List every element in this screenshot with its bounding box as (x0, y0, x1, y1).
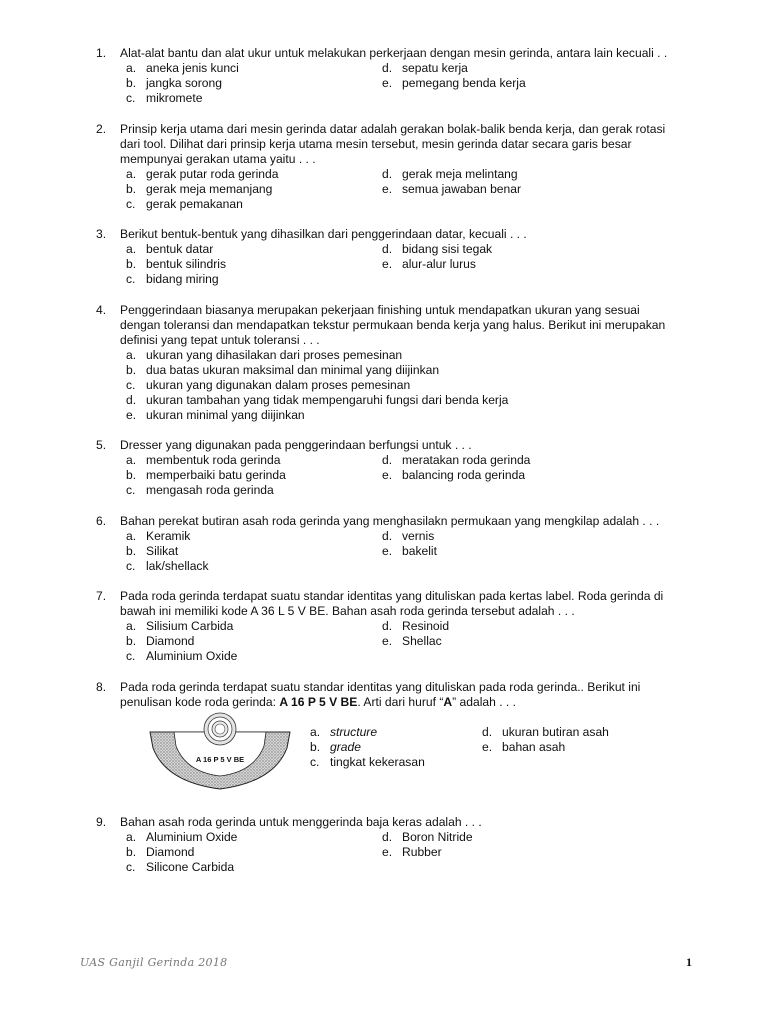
question-stem: Bahan perekat butiran asah roda gerinda yang menghasilakn permukaan yang mengkilap adalah . . . (120, 514, 660, 528)
option-c: c. mikromete (126, 91, 203, 105)
option-c: c. Aluminium Oxide (126, 649, 238, 663)
option-d: d. Resinoid (382, 619, 450, 633)
option-a: a. gerak putar roda gerinda (126, 167, 279, 181)
option-a: a. bentuk datar (126, 242, 214, 256)
option-d: d. ukuran butiran asah (482, 725, 609, 739)
option-e: e. pemegang benda kerja (382, 76, 526, 90)
question-number: 6. (96, 514, 107, 528)
question-number: 4. (96, 303, 107, 317)
question-stem: Penggerindaan biasanya merupakan pekerjaan finishing untuk mendapatkan ukuran yang sesuai dengan toleransi dan mendapatkan tekstur permukaan benda kerja yang halus. Berikut ini merupakan definisi yang tepat untuk toleransi . . . (120, 303, 666, 348)
option-d: d. Boron Nitride (382, 830, 473, 844)
question-number: 9. (96, 815, 107, 829)
option-b: b. Diamond (126, 634, 195, 648)
option-d: d. bidang sisi tegak (382, 242, 493, 256)
option-b: b. memperbaiki batu gerinda (126, 468, 286, 482)
option-e: e. ukuran minimal yang diijinkan (126, 408, 305, 422)
option-a: a. membentuk roda gerinda (126, 453, 281, 467)
option-d: d. gerak meja melintang (382, 167, 518, 181)
question-number: 7. (96, 589, 107, 603)
question-stem: Pada roda gerinda terdapat suatu standar identitas yang dituliskan pada kertas label. Roda gerinda di bawah ini memiliki kode A 36 L 5 V BE. Bahan asah roda gerinda tersebut adalah . . . (120, 589, 664, 619)
question-stem: Prinsip kerja utama dari mesin gerinda datar adalah gerakan bolak-balik benda kerja, dan gerak rotasi dari tool. Dilihat dari prinsip kerja utama mesin tersebut, mesin gerinda datar secara garis besar mempunyai gerakan utama yaitu . . . (120, 122, 666, 167)
option-b: b. Silikat (126, 544, 179, 558)
question-number: 3. (96, 227, 107, 241)
question-number: 8. (96, 680, 107, 694)
question-stem: Bahan asah roda gerinda untuk menggerinda baja keras adalah . . . (120, 815, 482, 829)
option-b: b. grade (310, 740, 361, 754)
option-e: e. Shellac (382, 634, 442, 648)
option-c: c. lak/shellack (126, 559, 209, 573)
option-b: b. dua batas ukuran maksimal dan minimal yang diijinkan (126, 363, 440, 377)
question-stem: Alat-alat bantu dan alat ukur untuk melakukan perkerjaan dengan mesin gerinda, antara lain kecuali . . (120, 46, 668, 60)
option-e: e. bahan asah (482, 740, 566, 754)
option-c: c. bidang miring (126, 272, 219, 286)
option-b: b. Diamond (126, 845, 195, 859)
question-number: 1. (96, 46, 107, 60)
option-e: e. semua jawaban benar (382, 182, 522, 196)
option-c: c. ukuran yang digunakan dalam proses pemesinan (126, 378, 411, 392)
option-d: d. sepatu kerja (382, 61, 468, 75)
grinding-wheel-illustration (148, 712, 292, 790)
option-e: e. balancing roda gerinda (382, 468, 526, 482)
question-stem: Pada roda gerinda terdapat suatu standar identitas yang dituliskan pada roda gerinda.. Berikut ini penulisan kode roda gerinda: A 16 P 5 V BE. Arti dari huruf “A” adalah . . . (120, 680, 641, 710)
option-d: d. vernis (382, 529, 435, 543)
option-e: e. Rubber (382, 845, 442, 859)
wheel-code: A 16 P 5 V BE (279, 695, 358, 710)
option-b: b. gerak meja memanjang (126, 182, 273, 196)
option-a: a. Aluminium Oxide (126, 830, 238, 844)
question-number: 2. (96, 122, 107, 136)
page-number: 1 (686, 955, 692, 969)
option-d: d. meratakan roda gerinda (382, 453, 531, 467)
option-e: e. alur-alur lurus (382, 257, 476, 271)
option-c: c. gerak pemakanan (126, 197, 243, 211)
question-stem: Berikut bentuk-bentuk yang dihasilkan dari penggerindaan datar, kecuali . . . (120, 227, 527, 241)
option-e: e. bakelit (382, 544, 437, 558)
option-d: d. ukuran tambahan yang tidak mempengaruhi fungsi dari benda kerja (126, 393, 509, 407)
option-b: b. bentuk silindris (126, 257, 226, 271)
question-number: 5. (96, 438, 107, 452)
option-c: c. Silicone Carbida (126, 860, 235, 874)
option-a: a. Keramik (126, 529, 191, 543)
footer-title: UAS Ganjil Gerinda 2018 (80, 956, 228, 969)
option-a: a. structure (310, 725, 378, 739)
option-b: b. jangka sorong (126, 76, 222, 90)
option-c: c. mengasah roda gerinda (126, 483, 274, 497)
option-a: a. ukuran yang dihasilakan dari proses pemesinan (126, 348, 403, 362)
wheel-label: A 16 P 5 V BE (195, 755, 245, 764)
option-a: a. aneka jenis kunci (126, 61, 239, 75)
question-stem: Dresser yang digunakan pada penggerindaan berfungsi untuk . . . (120, 438, 472, 452)
option-a: a. Silisium Carbida (126, 619, 234, 633)
option-c: c. tingkat kekerasan (310, 755, 425, 769)
code-letter: A (443, 695, 453, 710)
